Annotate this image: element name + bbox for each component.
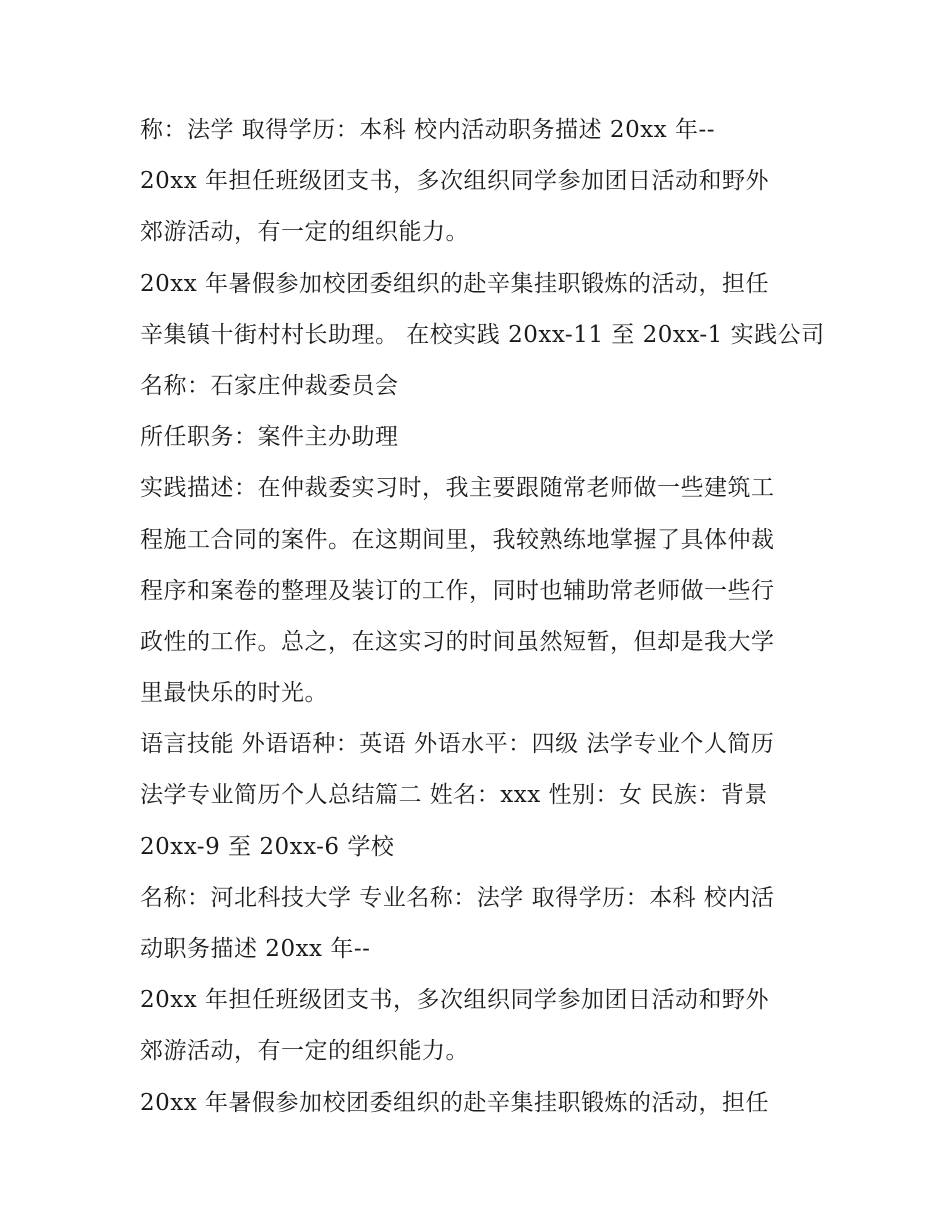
text-line: 所任职务：案件主办助理 <box>140 424 399 451</box>
text-line: 辛集镇十街村村长助理。 在校实践 20xx-11 至 20xx-1 实践公司 <box>140 321 825 348</box>
text-line: 20xx 年暑假参加校团委组织的赴辛集挂职锻炼的活动，担任 <box>140 1089 770 1116</box>
text-line: 20xx-9 至 20xx-6 学校 <box>140 833 395 860</box>
text-line: 郊游活动，有一定的组织能力。 <box>140 219 469 246</box>
text-line: 语言技能 外语语种：英语 外语水平：四级 法学专业个人简历 <box>140 731 775 758</box>
text-line: 动职务描述 20xx 年-- <box>140 936 371 962</box>
document-body <box>140 108 840 1132</box>
text-line: 20xx 年暑假参加校团委组织的赴辛集挂职锻炼的活动，担任 <box>140 270 770 297</box>
text-line: 称：法学 取得学历：本科 校内活动职务描述 20xx 年-- <box>140 117 715 143</box>
text-line: 程施工合同的案件。在这期间里，我较熟练地掌握了具体仲裁 <box>140 526 775 553</box>
text-line: 政性的工作。总之，在这实习的时间虽然短暂，但却是我大学 <box>140 628 775 655</box>
text-line: 20xx 年担任班级团支书，多次组织同学参加团日活动和野外 <box>140 168 770 195</box>
text-line: 名称：河北科技大学 专业名称：法学 取得学历：本科 校内活 <box>140 884 775 911</box>
text-line: 法学专业简历个人总结篇二 姓名：xxx 性别：女 民族：背景 <box>140 782 768 809</box>
text-line: 里最快乐的时光。 <box>140 680 328 707</box>
text-line: 实践描述：在仲裁委实习时，我主要跟随常老师做一些建筑工 <box>140 475 775 502</box>
text-line: 20xx 年担任班级团支书，多次组织同学参加团日活动和野外 <box>140 987 770 1014</box>
text-line: 名称：石家庄仲裁委员会 <box>140 372 399 399</box>
text-line: 程序和案卷的整理及装订的工作，同时也辅助常老师做一些行 <box>140 577 775 604</box>
text-line: 郊游活动，有一定的组织能力。 <box>140 1038 469 1065</box>
